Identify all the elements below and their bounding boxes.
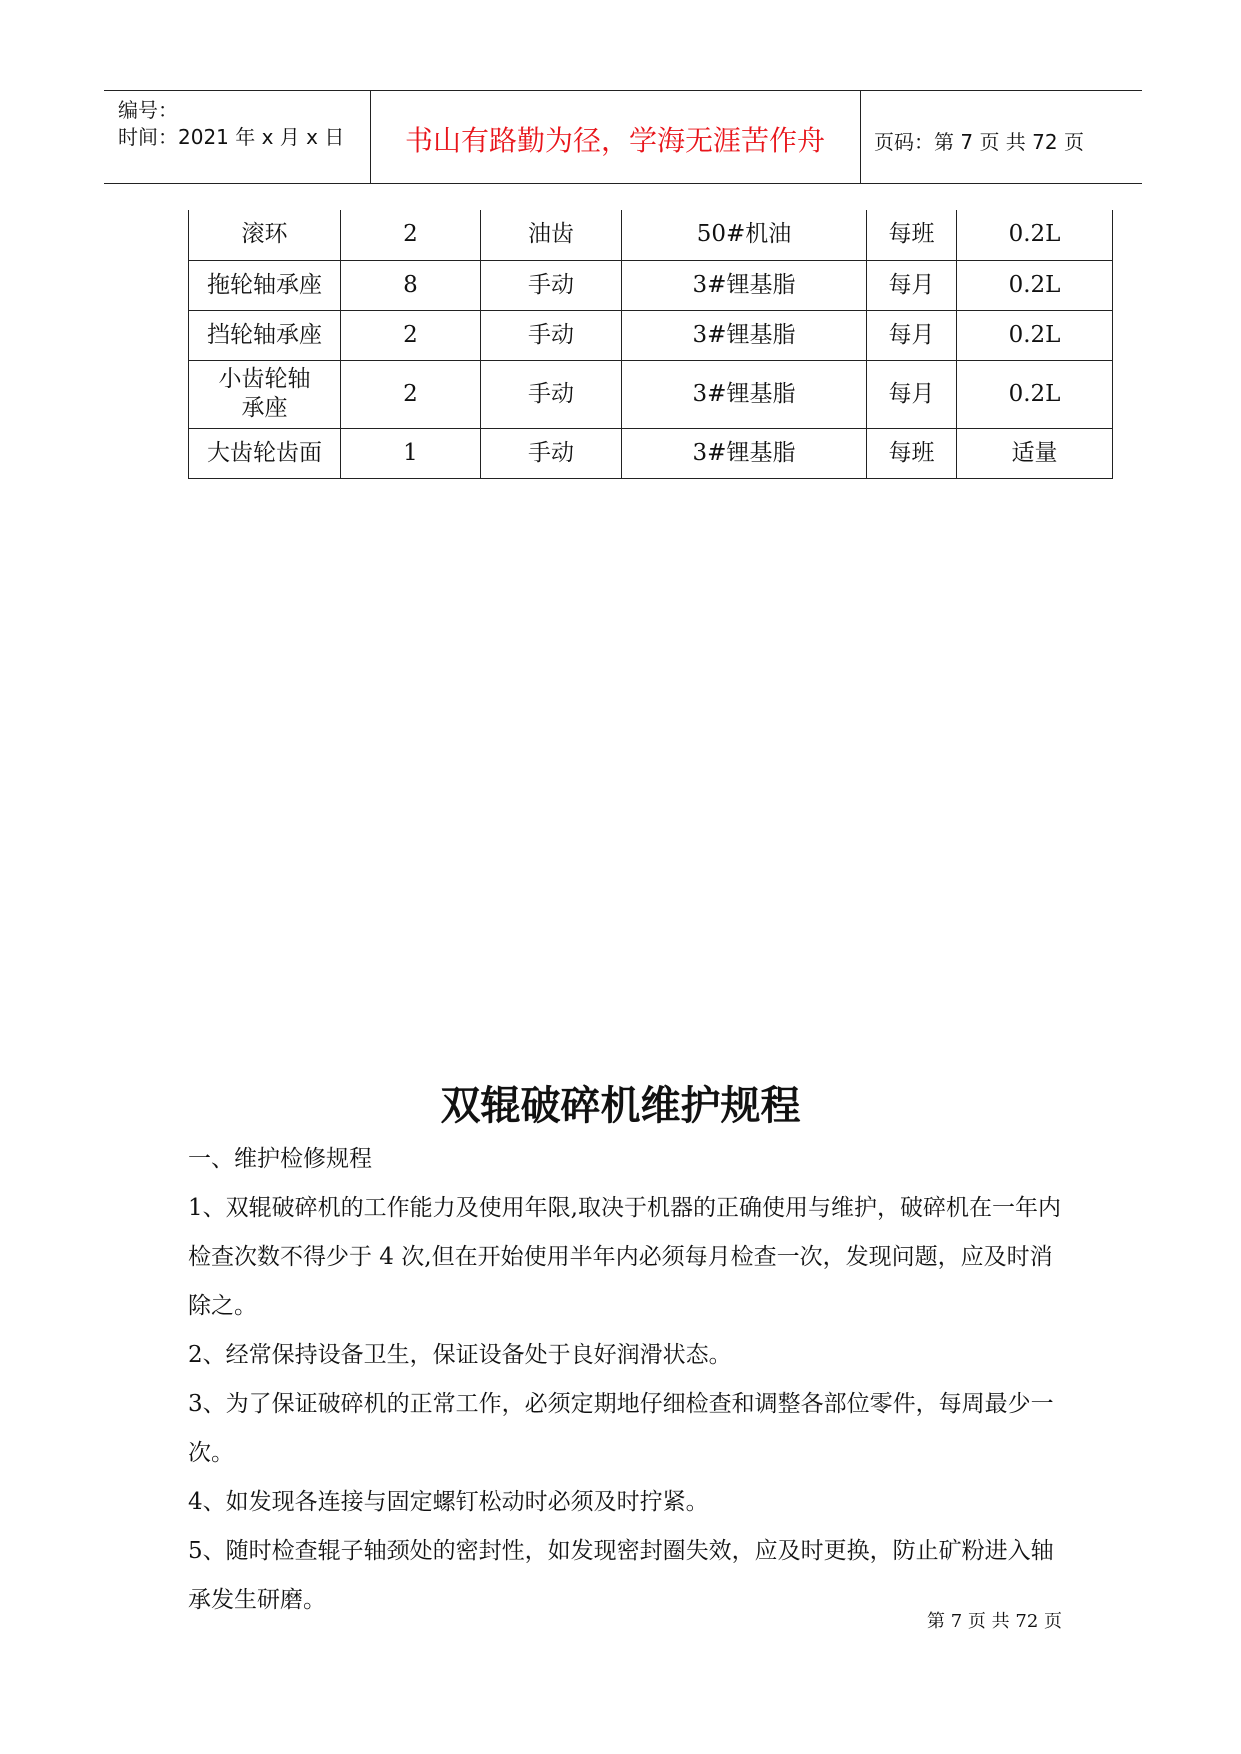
section-body — [188, 1135, 1068, 1625]
table-cell: 手动 — [481, 428, 622, 478]
table-cell: 8 — [341, 260, 481, 310]
header-bottom-rule — [104, 183, 1142, 184]
table-cell: 每月 — [867, 310, 957, 360]
table-cell: 0.2L — [957, 260, 1113, 310]
table-row — [189, 428, 1113, 478]
header-top-rule — [104, 90, 1142, 91]
paragraph: 2、经常保持设备卫生，保证设备处于良好润滑状态。 — [188, 1342, 732, 1368]
table-cell: 每班 — [867, 210, 957, 260]
table-row — [189, 360, 1113, 428]
paragraph: 1、双辊破碎机的工作能力及使用年限,取决于机器的正确使用与维护，破碎机在一年内检查次数不得少于 4 次,但在开始使用半年内必须每月检查一次，发现问题，应及时消除之。 — [188, 1195, 1061, 1319]
table-cell: 50#机油 — [622, 210, 867, 260]
table-cell: 拖轮轴承座 — [189, 260, 341, 310]
table-cell: 挡轮轴承座 — [189, 310, 341, 360]
table-cell: 每月 — [867, 260, 957, 310]
motto-banner: 书山有路勤为径，学海无涯苦作舟 — [404, 124, 825, 157]
table-cell: 0.2L — [957, 210, 1113, 260]
page-info: 页码：第 7 页 共 72 页 — [874, 130, 1084, 154]
lubrication-table-body — [189, 210, 1113, 478]
table-cell: 3#锂基脂 — [622, 360, 867, 428]
table-cell: 小齿轮轴承座 — [189, 360, 341, 428]
table-cell: 3#锂基脂 — [622, 428, 867, 478]
table-cell: 0.2L — [957, 360, 1113, 428]
table-cell: 1 — [341, 428, 481, 478]
table-cell: 滚环 — [189, 210, 341, 260]
table-row — [189, 310, 1113, 360]
table-cell: 2 — [341, 360, 481, 428]
table-cell: 手动 — [481, 310, 622, 360]
table-cell: 适量 — [957, 428, 1113, 478]
table-cell: 0.2L — [957, 310, 1113, 360]
section-title: 双辊破碎机维护规程 — [440, 1083, 801, 1129]
paragraph: 3、为了保证破碎机的正常工作，必须定期地仔细检查和调整各部位零件，每周最少一次。 — [188, 1391, 1054, 1466]
table-cell: 每月 — [867, 360, 957, 428]
table-cell: 大齿轮齿面 — [189, 428, 341, 478]
table-cell: 2 — [341, 210, 481, 260]
table-cell: 3#锂基脂 — [622, 310, 867, 360]
page-footer: 第 7 页 共 72 页 — [927, 1611, 1062, 1632]
paragraph: 5、随时检查辊子轴颈处的密封性，如发现密封圈失效，应及时更换，防止矿粉进入轴承发生研磨。 — [188, 1538, 1054, 1613]
table-row — [189, 210, 1113, 260]
table-cell: 每班 — [867, 428, 957, 478]
table-cell: 2 — [341, 310, 481, 360]
table-cell: 油齿 — [481, 210, 622, 260]
table-cell: 手动 — [481, 260, 622, 310]
table-cell: 手动 — [481, 360, 622, 428]
serial-label: 编号： — [118, 98, 178, 122]
header-divider-right — [860, 90, 861, 183]
lubrication-table — [188, 210, 1113, 479]
time-label: 时间：2021 年 x 月 x 日 — [118, 125, 345, 149]
table-cell: 3#锂基脂 — [622, 260, 867, 310]
paragraph: 4、如发现各连接与固定螺钉松动时必须及时拧紧。 — [188, 1489, 709, 1515]
table-row — [189, 260, 1113, 310]
section-heading: 一、维护检修规程 — [188, 1146, 372, 1172]
